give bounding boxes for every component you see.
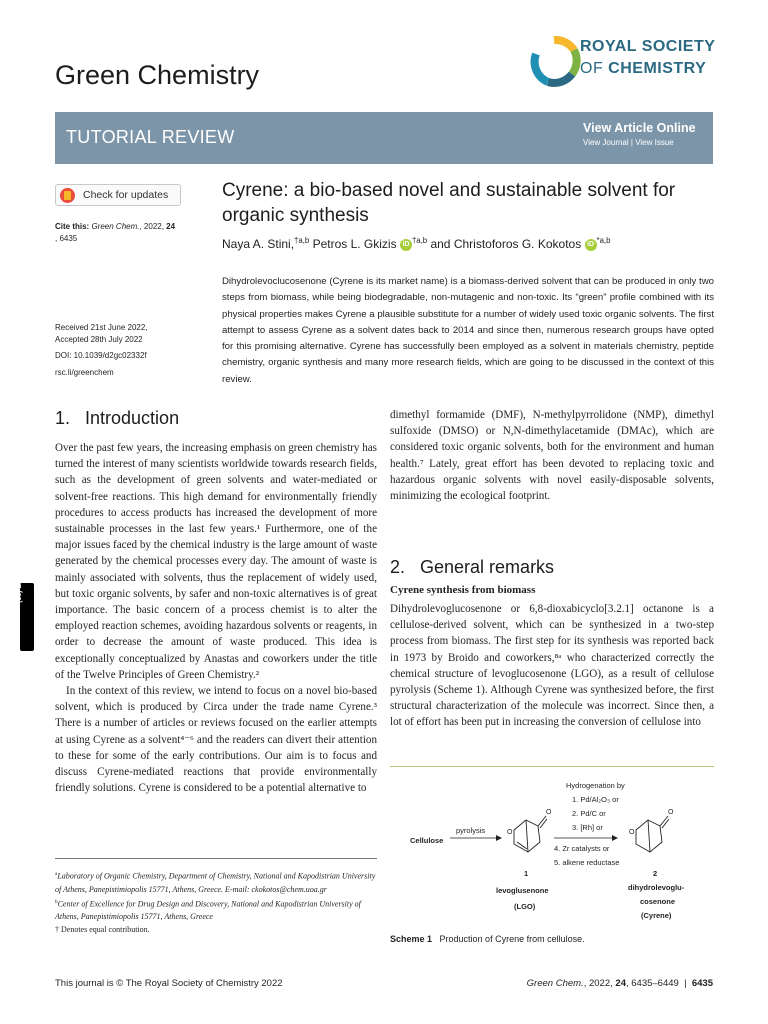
compound-number-2: 2 bbox=[653, 869, 658, 878]
cyrene-carbonyl-oxygen: O bbox=[668, 809, 674, 816]
view-journal-link[interactable]: View Journal bbox=[583, 138, 629, 147]
doi[interactable]: DOI: 10.1039/d2gc02332f bbox=[55, 351, 147, 360]
hydrogenation-step2: 2. Pd/C or bbox=[572, 809, 606, 818]
author-kokotos-affil: *a,b bbox=[596, 236, 611, 245]
received-date: Received 21st June 2022, bbox=[55, 323, 148, 332]
hydrogenation-step3: 3. [Rh] or bbox=[572, 823, 603, 832]
author-list bbox=[222, 236, 712, 251]
scheme-divider bbox=[390, 766, 714, 767]
pyrolysis-label: pyrolysis bbox=[456, 826, 486, 835]
lgo-name: levoglusenone bbox=[496, 886, 549, 895]
footnote-a bbox=[55, 868, 377, 896]
view-issue-link[interactable]: View Issue bbox=[635, 138, 674, 147]
footnote-b bbox=[55, 896, 377, 924]
scheme-caption bbox=[390, 934, 585, 944]
author-stini[interactable]: Naya A. Stini, bbox=[222, 237, 295, 251]
footer-pages: , 6435–6449 bbox=[625, 978, 679, 989]
cellulose-label: Cellulose bbox=[410, 836, 444, 845]
section-heading-general-remarks: 2. General remarks bbox=[390, 557, 555, 577]
author-stini-affil: †a,b bbox=[294, 236, 310, 245]
rsc-name-line1: ROYAL SOCIETY bbox=[580, 38, 716, 55]
cite-year: , 2022, bbox=[139, 222, 167, 231]
footnote-a-mark: a bbox=[55, 871, 58, 877]
footnote-b-text: Center of Excellence for Drug Design and Discovery, National and Kapodistrian University of Athens, Panepistimiopolis 15771, Athens, Greece bbox=[55, 899, 361, 922]
cite-journal: Green Chem. bbox=[89, 222, 140, 231]
cyrene-abbr: (Cyrene) bbox=[641, 911, 672, 920]
paragraph: Over the past few years, the increasing emphasis on green chemistry has turned the interest of many scientists worldwide towards research fields, such as the development of green solvents and water-mediated or solvent-free reactions. This high demand for environmentally friendly procedures to access products has increased the development of more sustainable processes in the last few years.¹ Furthermore, one of the major issues faced by the chemical industry is the large amount of waste generated by the chemical processes every day. The amount of waste is mainly associated with solvents, thus the replacement of widely used, but toxic organic solvents, by safer and non-toxic alternatives is of great importance. The basic concern of a process chemist is to alter the employed reaction schemes, avoiding hazardous solvents or reagents, in order to decrease the amount of waste produced. This idea is exceptionally conceptualized by Anastas and coworkers under the title of the Twelve Principles of Green Chemistry.² bbox=[55, 442, 377, 681]
cyrene-name-line1: dihydrolevoglu- bbox=[628, 883, 685, 892]
hydrogenation-step4: 4. Zr catalysts or bbox=[554, 844, 610, 853]
section-heading-introduction: 1. Introduction bbox=[55, 408, 180, 428]
link-separator: | bbox=[628, 138, 636, 147]
rsc-of: OF bbox=[580, 60, 609, 77]
hydrogenation-step1: 1. Pd/Al₂O₃ or bbox=[572, 795, 619, 804]
arrowhead bbox=[612, 835, 618, 841]
lgo-abbr: (LGO) bbox=[514, 902, 536, 911]
paragraph: dimethyl formamide (DMF), N-methylpyrrolidone (NMP), dimethyl sulfoxide (DMSO) or N,N-dimethylacetamide (DMAc), which are considered toxic organic solvents, both for the environment and human health.⁷ Lately, great effort has been devoted to replacing toxic and hazardous organic solvents with novel easily-disposable solvents, minimizing the ecological footprint. bbox=[390, 409, 714, 503]
view-links bbox=[583, 138, 674, 147]
rsc-name-line2 bbox=[580, 60, 706, 78]
lgo-oxygen: O bbox=[507, 829, 513, 836]
cite-this bbox=[55, 221, 205, 245]
check-for-updates-button[interactable] bbox=[55, 184, 181, 206]
footer-journal: Green Chem. bbox=[526, 978, 584, 989]
abstract: Dihydrolevoclucosenone (Cyrene is its market name) is a biomass-derived solvent that can be produced in only two steps from biomass, while being biodegradable, non-mutagenic and non-toxic. Its “green” profile combined with its physical properties makes Cyrene a plausible substitute for a number of widely used toxic organic solvents. The first attempt to assess Cyrene as a solvent dates back to 2014 and since then, numerous research groups have opted for this promising alternative. Cyrene has successfully been employed as a solvent in materials chemistry, peptide chemistry, organic synthesis and many more research fields, which are going to be discussed in the context of this review. bbox=[222, 276, 714, 385]
cite-pages: , 6435 bbox=[55, 234, 78, 243]
rsc-chemistry: CHEMISTRY bbox=[608, 60, 707, 77]
arrowhead bbox=[496, 835, 502, 841]
cyrene-oxygen: O bbox=[629, 829, 635, 836]
journal-short-link[interactable]: rsc.li/greenchem bbox=[55, 368, 114, 377]
orcid-icon[interactable]: iD bbox=[585, 239, 597, 251]
subsection-heading: Cyrene synthesis from biomass bbox=[390, 584, 536, 596]
scheme-1-figure bbox=[390, 772, 714, 928]
cyrene-name-line2: cosenone bbox=[640, 897, 676, 906]
footer-separator: | bbox=[678, 978, 692, 989]
scheme-caption-label: Scheme 1 bbox=[390, 934, 433, 944]
footer-volume: 24 bbox=[615, 978, 626, 989]
cite-volume: 24 bbox=[166, 222, 176, 231]
lgo-carbonyl-oxygen: O bbox=[546, 809, 552, 816]
hydrogenation-title: Hydrogenation by bbox=[566, 781, 625, 790]
view-article-online-link[interactable]: View Article Online bbox=[583, 121, 696, 135]
article-type-label: TUTORIAL REVIEW bbox=[66, 127, 235, 147]
check-updates-label: Check for updates bbox=[83, 189, 169, 201]
orcid-icon[interactable]: iD bbox=[400, 239, 412, 251]
footer-year: , 2022, bbox=[583, 978, 616, 989]
cc-license-text: (cc) BY-NC bbox=[16, 566, 23, 603]
footnote-dagger: † Denotes equal contribution. bbox=[55, 925, 150, 935]
article-title: Cyrene: a bio-based novel and sustainable solvent for organic synthesis bbox=[222, 180, 676, 226]
paragraph: Dihydrolevoglucosenone or 6,8-dioxabicyclo[3.2.1] octanone is a cellulose-derived solvent, which can be synthesized in a two-step process from biomass. The first step for its synthesis was reported back in 1973 by Broido and coworkers,⁸ᵃ who characterized correctly the chemical structure of levoglucosenone (LGO), as a result of cellulose pyrolysis (Scheme 1). Although Cyrene was synthesized before, the first structural characterization of the molecule was incorrect. Since then, a lot of effort has been put in increasing the conversion of cellulose into bbox=[390, 603, 714, 729]
footer-citation bbox=[527, 978, 713, 989]
lgo-structure bbox=[514, 816, 547, 852]
footer-copyright: This journal is © The Royal Society of Chemistry 2022 bbox=[55, 978, 283, 989]
footnote-b-mark: b bbox=[55, 898, 58, 905]
column-left bbox=[55, 440, 377, 796]
paragraph: In the context of this review, we intend to focus on a novel bio-based solvent, which is produced by Circa under the trade name Cyrene.³ There is a number of articles or reviews focused on the earlier attempts at using Cyrene as a solvent⁴⁻⁶ and the readers can divert their attention to these for some of the early contributions. Our aim is to focus and discuss Cyrene-mediated reactions that provide environmentally friendly solutions. Cyrene is considered to be a potential alternative to bbox=[55, 685, 377, 795]
compound-number-1: 1 bbox=[524, 869, 529, 878]
author-gkizis[interactable]: Petros L. Gkizis bbox=[309, 237, 400, 251]
journal-name: Green Chemistry bbox=[55, 60, 260, 90]
scheme-caption-text: Production of Cyrene from cellulose. bbox=[432, 934, 585, 944]
footnote-a-text: Laboratory of Organic Chemistry, Department of Chemistry, National and Kapodistrian University of Athens, Panepistimiopolis 15771, Athens, Greece. E-mail: ckokotos@chem.uoa.gr bbox=[55, 871, 376, 894]
cyrene-structure bbox=[636, 816, 669, 852]
crossmark-icon bbox=[60, 188, 75, 203]
footnote-divider bbox=[55, 858, 377, 859]
author-gkizis-affil: †a,b bbox=[411, 236, 428, 245]
hydrogenation-step5: 5. alkene reductase bbox=[554, 858, 620, 867]
accepted-date: Accepted 28th July 2022 bbox=[55, 335, 143, 344]
footnotes bbox=[55, 868, 377, 936]
cite-label: Cite this: bbox=[55, 222, 90, 231]
footer-page-number: 6435 bbox=[691, 978, 713, 989]
author-kokotos[interactable]: and Christoforos G. Kokotos bbox=[427, 237, 585, 251]
